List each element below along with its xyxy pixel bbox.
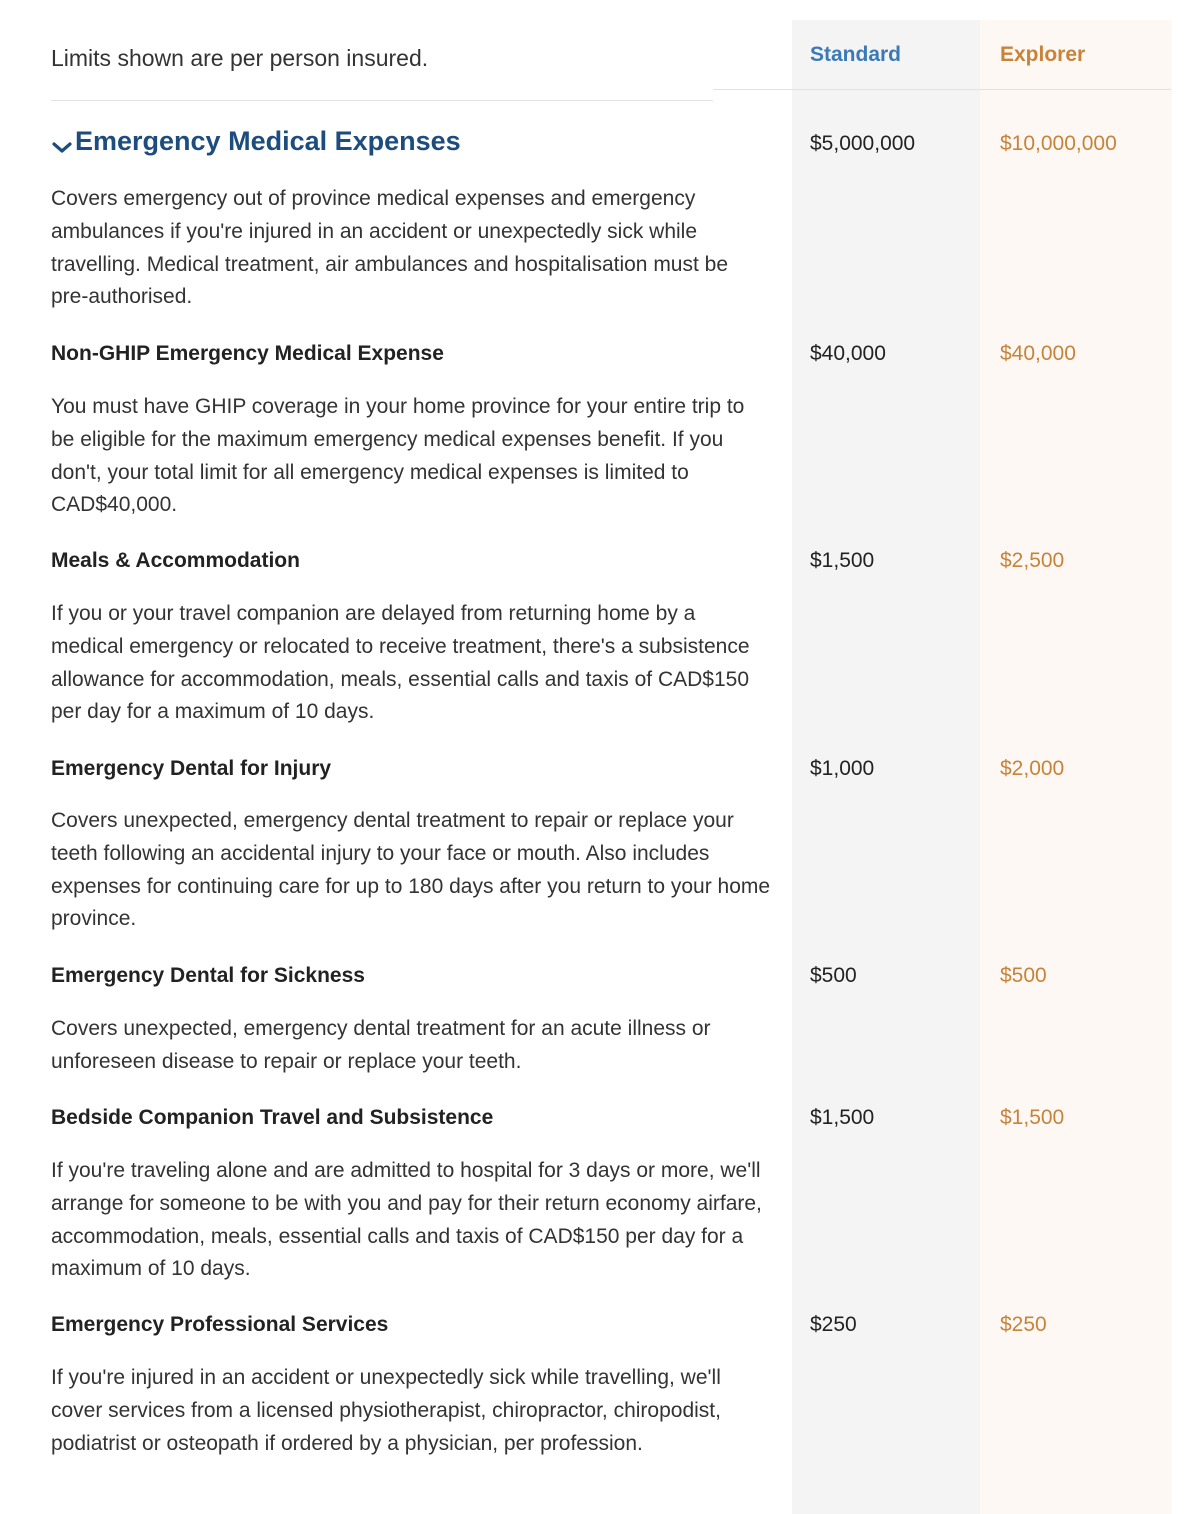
benefit-description: Covers unexpected, emergency dental treatment to repair or replace your teeth following an accidental injury to your face or mouth. Also includes expenses for continuing care for up to 180 days after you return to your home province. (51, 809, 771, 931)
standard-limit: $5,000,000 (810, 132, 916, 155)
benefit-description: You must have GHIP coverage in your home province for your entire trip to be eligible for the maximum emergency medical expenses benefit. If you don't, your total limit for all emergency medical expenses is limited to CAD$40,000. (51, 395, 745, 517)
limits-note: Limits shown are per person insured. (51, 45, 429, 71)
explorer-limit: $500 (1000, 964, 1047, 987)
standard-limit: $1,500 (810, 1106, 875, 1129)
plan-header-explorer: Explorer (1000, 43, 1086, 66)
section-toggle-emergency-medical[interactable] (51, 126, 461, 157)
header-divider (51, 100, 713, 101)
benefit-description: If you're injured in an accident or unexpectedly sick while travelling, we'll cover services from a licensed physiotherapist, chiropractor, chiropodist, podiatrist or osteopath if ordered by a physician, per profession. (51, 1366, 721, 1455)
explorer-limit: $10,000,000 (1000, 132, 1117, 155)
benefit-description: If you're traveling alone and are admitted to hospital for 3 days or more, we'll arrange for someone to be with you and pay for their return economy airfare, accommodation, meals, essential calls and taxis of CAD$150 per day for a maximum of 10 days. (51, 1159, 762, 1281)
explorer-limit: $2,500 (1000, 549, 1065, 572)
standard-limit: $40,000 (810, 342, 886, 365)
benefit-description: If you or your travel companion are delayed from returning home by a medical emergency or relocated to receive treatment, there's a subsistence allowance for accommodation, meals, essential calls and taxis of CAD$150 per day for a maximum of 10 days. (51, 602, 750, 724)
benefit-title: Bedside Companion Travel and Subsistence (51, 1106, 494, 1129)
benefit-description: Covers unexpected, emergency dental treatment for an acute illness or unforeseen disease to repair or replace your teeth. (51, 1017, 711, 1073)
standard-limit: $1,000 (810, 757, 875, 780)
standard-limit: $1,500 (810, 549, 875, 572)
benefit-title: Non-GHIP Emergency Medical Expense (51, 342, 444, 365)
benefit-title: Emergency Dental for Sickness (51, 964, 365, 987)
header-divider-plans (713, 89, 1171, 90)
explorer-limit: $1,500 (1000, 1106, 1065, 1129)
benefit-title: Meals & Accommodation (51, 549, 300, 572)
explorer-limit: $2,000 (1000, 757, 1065, 780)
explorer-limit: $40,000 (1000, 342, 1076, 365)
standard-limit: $500 (810, 964, 857, 987)
plan-header-standard: Standard (810, 43, 902, 66)
explorer-limit: $250 (1000, 1313, 1047, 1336)
standard-limit: $250 (810, 1313, 857, 1336)
chevron-down-icon (51, 132, 73, 152)
benefit-title: Emergency Dental for Injury (51, 757, 332, 780)
benefit-title: Emergency Professional Services (51, 1313, 389, 1336)
section-title: Emergency Medical Expenses (75, 126, 461, 156)
section-description: Covers emergency out of province medical expenses and emergency ambulances if you're injured in an accident or unexpectedly sick while travelling. Medical treatment, air ambulances and hospitalisation must be pre-authorised. (51, 187, 729, 309)
